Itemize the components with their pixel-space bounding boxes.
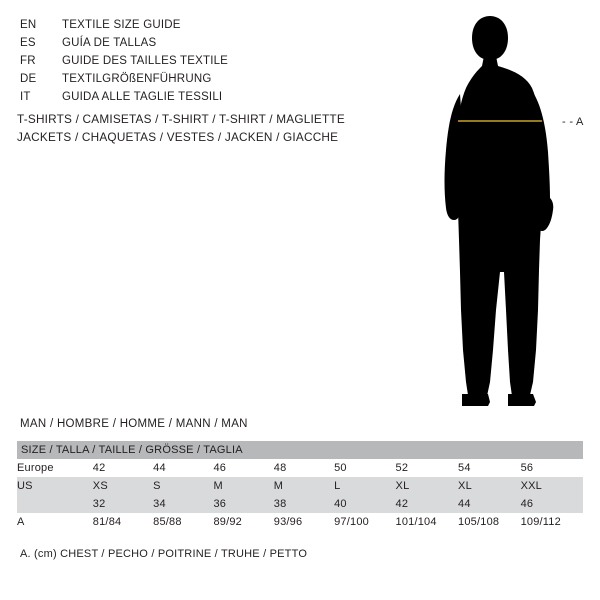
cell: 42 <box>395 498 409 510</box>
cell: 42 <box>92 462 106 474</box>
cell: 46 <box>520 498 534 510</box>
cell: 48 <box>273 462 287 474</box>
cell: 50 <box>334 462 347 474</box>
garment-line-jackets: JACKETS / CHAQUETAS / VESTES / JACKEN / GIACCHE <box>17 130 339 144</box>
cell: XL <box>458 480 472 492</box>
cell: 105/108 <box>458 516 500 528</box>
row-label: US <box>17 480 33 492</box>
footnote-chest-measurement: A. (cm) CHEST / PECHO / POITRINE / TRUHE / PETTO <box>20 548 308 560</box>
cell: 46 <box>213 462 227 474</box>
language-title: TEXTILGRÖßENFÜHRUNG <box>62 73 212 85</box>
cell: 44 <box>458 498 471 510</box>
row-label: Europe <box>17 462 54 474</box>
cell: 109/112 <box>520 516 561 528</box>
cell: 85/88 <box>153 516 182 528</box>
cell: M <box>273 480 284 492</box>
table-row <box>17 459 583 477</box>
cell: L <box>334 480 341 492</box>
table-row <box>17 495 583 513</box>
silhouette-svg <box>400 10 600 410</box>
cell: 38 <box>273 498 287 510</box>
table-title: MAN / HOMBRE / HOMME / MANN / MAN <box>20 418 248 430</box>
cell: 101/104 <box>395 516 437 528</box>
cell: 44 <box>153 462 166 474</box>
cell: XL <box>395 480 410 492</box>
cell: 36 <box>213 498 227 510</box>
table-row <box>17 477 583 495</box>
language-code: DE <box>20 73 37 85</box>
language-list <box>20 16 360 106</box>
table-header-label: SIZE / TALLA / TAILLE / GRÖSSE / TAGLIA <box>21 444 243 456</box>
cell: 54 <box>458 462 471 474</box>
language-row <box>20 70 360 88</box>
language-title: GUÍA DE TALLAS <box>62 37 157 49</box>
cell: 93/96 <box>273 516 303 528</box>
cell: 89/92 <box>213 516 242 528</box>
size-table <box>17 441 583 531</box>
language-row <box>20 16 360 34</box>
language-title: TEXTILE SIZE GUIDE <box>62 19 181 31</box>
cell: S <box>153 480 161 492</box>
cell: 56 <box>520 462 534 474</box>
language-code: FR <box>20 55 36 67</box>
measure-label-a: - - A <box>562 116 584 128</box>
table-header-row <box>17 441 583 459</box>
male-silhouette-figure <box>400 10 600 410</box>
language-code: EN <box>20 19 37 31</box>
cell: 81/84 <box>92 516 122 528</box>
garment-category-list <box>17 110 377 146</box>
row-label: A <box>17 516 25 528</box>
cell: XS <box>92 480 108 492</box>
language-code: ES <box>20 37 36 49</box>
language-code: IT <box>20 91 31 103</box>
cell: 97/100 <box>334 516 369 528</box>
cell: XXL <box>520 480 542 492</box>
language-row <box>20 88 360 106</box>
language-title: GUIDA ALLE TAGLIE TESSILI <box>62 91 223 103</box>
cell: M <box>213 480 223 492</box>
language-row <box>20 52 360 70</box>
row-label <box>17 495 93 513</box>
cell: 32 <box>92 498 106 510</box>
language-row <box>20 34 360 52</box>
table-row <box>17 513 583 531</box>
language-title: GUIDE DES TAILLES TEXTILE <box>62 55 229 67</box>
garment-line-tshirts: T-SHIRTS / CAMISETAS / T-SHIRT / T-SHIRT / MAGLIETTE <box>17 112 345 126</box>
cell: 52 <box>395 462 409 474</box>
cell: 40 <box>334 498 347 510</box>
cell: 34 <box>153 498 166 510</box>
